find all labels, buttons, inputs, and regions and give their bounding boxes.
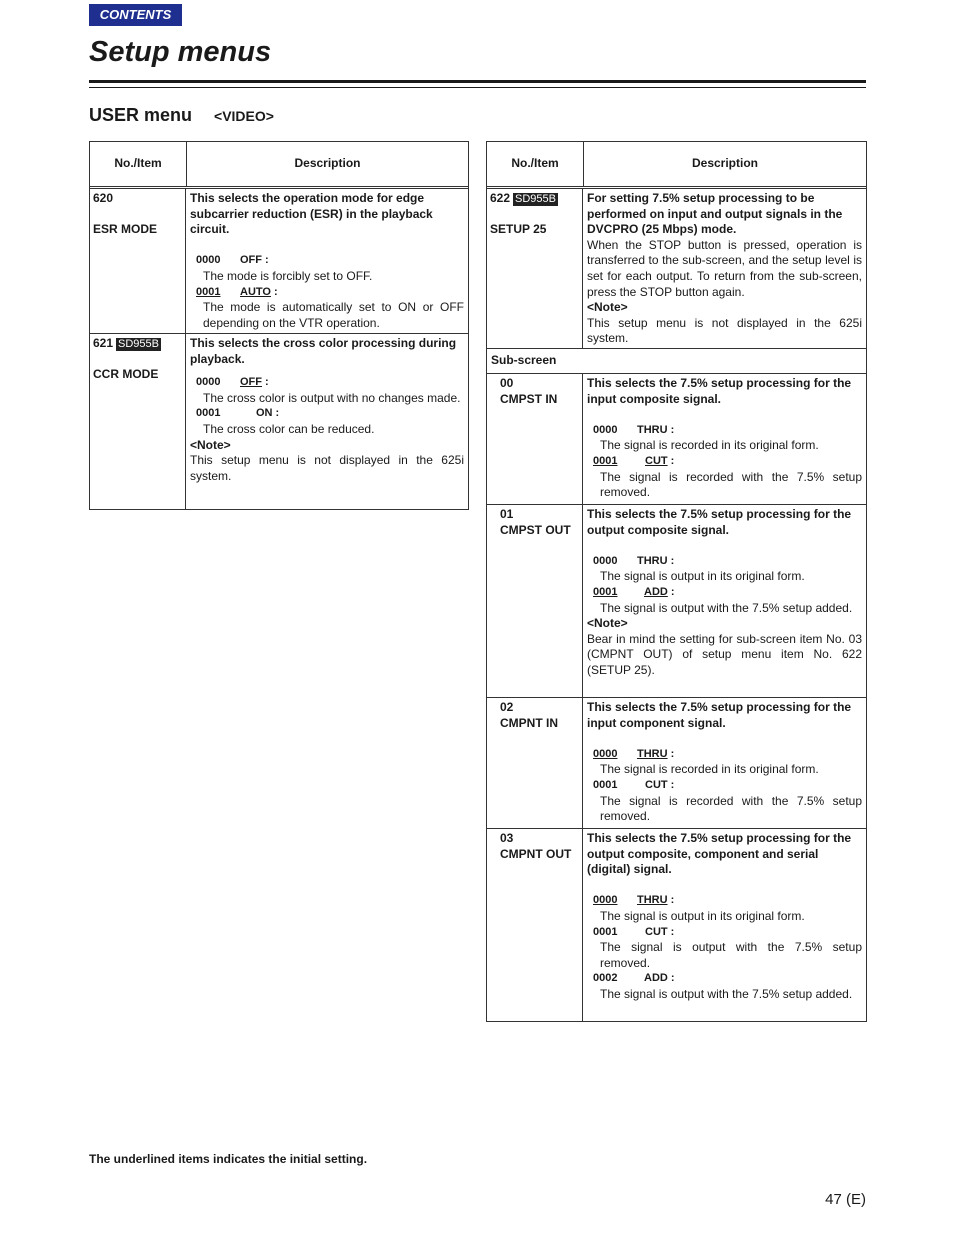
option-label: AUTO <box>240 285 271 298</box>
option-description: The mode is forcibly set to OFF. <box>203 268 373 283</box>
option-code: 0001 <box>593 925 618 938</box>
footnote: The underlined items indicates the initial setting. <box>89 1152 368 1166</box>
option-code: 0000 <box>196 254 221 267</box>
item-description: This selects the 7.5% setup processing for the input composite signal. <box>587 376 852 406</box>
option-label: ADD <box>644 585 668 598</box>
contents-link[interactable]: CONTENTS <box>89 4 182 26</box>
option-description: The signal is output with the 7.5% setup added. <box>600 986 853 1001</box>
item-name: CMPST OUT <box>500 522 571 537</box>
section-title: USER menu <box>89 105 193 125</box>
item-name: CMPNT OUT <box>500 846 572 861</box>
option-description: The signal is output with the 7.5% setup removed. <box>600 940 862 970</box>
header-item: No./Item <box>90 142 187 186</box>
item-number: 620 <box>93 191 114 205</box>
option-row: 0000 OFF : <box>190 253 464 269</box>
option-code: 0000 <box>593 894 618 907</box>
option-row: 0000 THRU : <box>587 554 862 570</box>
description-cell <box>583 505 866 697</box>
description-cell <box>583 698 866 828</box>
title-rule-thick <box>89 80 866 83</box>
description-cell <box>186 189 468 333</box>
option-code: 0001 <box>593 778 618 791</box>
item-cell <box>90 334 186 509</box>
model-badge: SD955B <box>515 193 557 205</box>
option-description: The cross color is output with no changes made. <box>203 390 461 405</box>
table-row-sub-01 <box>487 504 866 697</box>
item-cell <box>487 189 583 348</box>
header-description: Description <box>294 156 361 171</box>
option-label: THRU <box>637 894 668 907</box>
option-description: The signal is output in its original form. <box>600 908 805 923</box>
note-text: This setup menu is not displayed in the 625i system. <box>190 453 464 483</box>
item-number: 622 SD955B <box>490 191 557 205</box>
option-description: The signal is output with the 7.5% setup added. <box>600 600 853 615</box>
note-label: <Note> <box>587 616 628 631</box>
option-description: The mode is automatically set to ON or OFF depending on the VTR operation. <box>203 300 464 330</box>
option-row: 0000 THRU : <box>587 747 862 763</box>
header-item: No./Item <box>487 142 584 186</box>
section-heading <box>89 105 274 126</box>
option-row: 0001 CUT : <box>587 454 862 470</box>
option-label: THRU <box>637 423 668 436</box>
item-description: This selects the 7.5% setup processing for the output composite, component and serial (digital) signal. <box>587 831 852 877</box>
option-code: 0000 <box>593 747 618 760</box>
option-code: 0001 <box>593 454 618 467</box>
page-number: 47 (E) <box>825 1191 866 1208</box>
option-label: CUT <box>645 925 668 938</box>
option-row: 0002 ADD : <box>587 971 862 987</box>
option-row: 0000 OFF : <box>190 375 464 391</box>
option-description: The signal is recorded in its original form. <box>600 762 819 777</box>
item-cell <box>487 698 583 828</box>
item-number: 01 <box>500 507 514 521</box>
table-row-620 <box>90 189 468 333</box>
header-description: Description <box>691 156 758 171</box>
description-cell <box>583 829 866 1021</box>
table-row-621 <box>90 333 468 509</box>
option-code: 0000 <box>593 423 618 436</box>
option-label: CUT <box>645 454 668 467</box>
item-cell <box>487 829 583 1021</box>
note-text: This setup menu is not displayed in the 625i system. <box>587 315 862 346</box>
option-description: The cross color can be reduced. <box>203 421 375 436</box>
table-header <box>90 142 468 189</box>
table-header <box>487 142 866 189</box>
option-code: 0000 <box>593 554 618 567</box>
option-code: 0002 <box>593 972 618 985</box>
table-row-sub-03 <box>487 828 866 1021</box>
item-number: 03 <box>500 831 514 845</box>
table-row-622 <box>487 189 866 348</box>
option-row: 0000 THRU : <box>587 893 862 909</box>
item-name: SETUP 25 <box>490 222 547 237</box>
option-row: 0001 CUT : <box>587 778 862 794</box>
item-cell <box>487 505 583 697</box>
table-row-sub-02 <box>487 697 866 828</box>
item-number: 621 SD955B <box>93 336 160 350</box>
option-row: 0001 AUTO : <box>190 285 464 301</box>
item-description: This selects the operation mode for edge subcarrier reduction (ESR) in the playback circuit. <box>190 191 433 237</box>
item-description-detail: When the STOP button is pressed, operation is transferred to the sub-screen, and the setup level is set for each output. To return from the sub-screen, press the STOP button again. <box>587 237 862 299</box>
item-description: For setting 7.5% setup processing to be performed on input and output signals in the DVCPRO (25 Mbps) mode. <box>587 191 843 237</box>
page-title: Setup menus <box>89 36 272 68</box>
option-description: The signal is recorded in its original form. <box>600 438 819 453</box>
description-cell <box>186 334 468 509</box>
option-code: 0000 <box>196 376 221 389</box>
item-number: 02 <box>500 700 514 714</box>
menu-table-right <box>486 141 867 1022</box>
option-label: ADD <box>644 972 668 985</box>
table-row-sub-00 <box>487 373 866 504</box>
option-row: 0001 ADD : <box>587 585 862 601</box>
option-description: The signal is recorded with the 7.5% setup removed. <box>600 469 862 500</box>
option-code: 0001 <box>593 585 618 598</box>
option-code: 0001 <box>196 407 221 420</box>
title-rule-thin <box>89 87 866 88</box>
note-label: <Note> <box>190 437 231 452</box>
option-code: 0001 <box>196 285 221 298</box>
option-label: OFF <box>240 254 262 267</box>
option-row: 0001 CUT : <box>587 925 862 941</box>
option-label: THRU <box>637 554 668 567</box>
item-name: CCR MODE <box>93 367 159 382</box>
item-description: This selects the cross color processing during playback. <box>190 336 457 366</box>
option-label: OFF <box>240 376 262 389</box>
option-label: CUT <box>645 778 668 791</box>
note-text: Bear in mind the setting for sub-screen item No. 03 (CMPNT OUT) of setup menu item No. 622 (SETUP 25). <box>587 631 862 677</box>
description-cell <box>583 374 866 504</box>
item-number: 00 <box>500 376 514 390</box>
item-cell <box>487 374 583 504</box>
option-description: The signal is recorded with the 7.5% setup removed. <box>600 793 862 824</box>
item-description: This selects the 7.5% setup processing for the output composite signal. <box>587 507 852 537</box>
option-row: 0001 ON : <box>190 406 464 422</box>
section-subtitle: <VIDEO> <box>214 108 274 124</box>
model-badge: SD955B <box>118 338 160 350</box>
option-description: The signal is output in its original form. <box>600 569 805 584</box>
subscreen-heading: Sub-screen <box>487 348 866 373</box>
note-label: <Note> <box>587 300 628 315</box>
item-name: CMPST IN <box>500 391 558 406</box>
item-name: CMPNT IN <box>500 715 558 730</box>
menu-table-left <box>89 141 469 510</box>
item-cell <box>90 189 186 333</box>
item-name: ESR MODE <box>93 222 158 237</box>
option-label: THRU <box>637 747 668 760</box>
description-cell <box>583 189 866 348</box>
option-label: ON <box>256 407 273 420</box>
item-description: This selects the 7.5% setup processing for the input component signal. <box>587 700 852 730</box>
option-row: 0000 THRU : <box>587 423 862 439</box>
